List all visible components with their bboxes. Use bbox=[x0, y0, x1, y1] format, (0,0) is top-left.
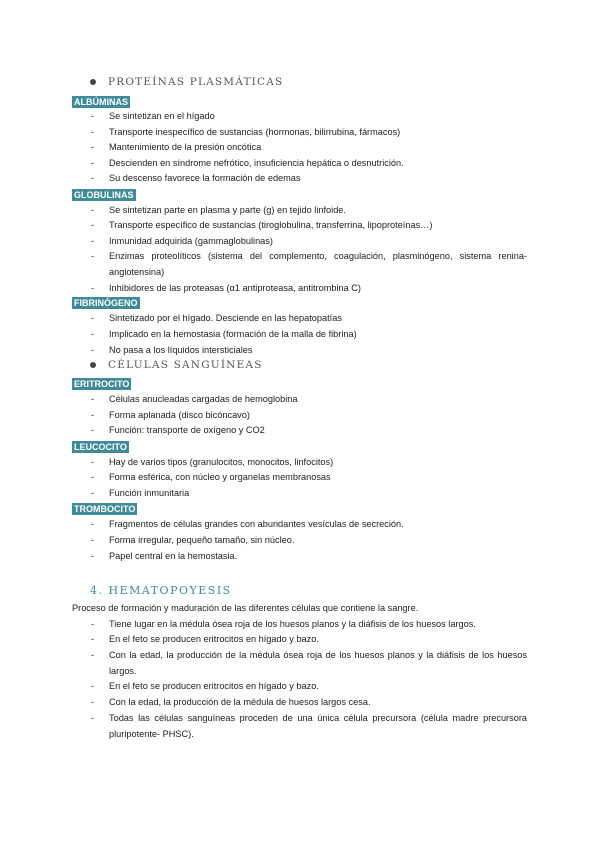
label-trombocito: TROMBOCITO bbox=[74, 504, 136, 514]
list-item: - Función inmunitaria bbox=[91, 488, 190, 498]
list-item: - Sintetizado por el hígado. Desciende en las hepatopatías bbox=[91, 313, 342, 323]
label-albuminas: ALBÚMINAS bbox=[74, 97, 128, 107]
bullet-dot-icon bbox=[90, 362, 96, 368]
list-item: - Células anucleadas cargadas de hemoglobina bbox=[91, 394, 298, 404]
list-item: - Transporte inespecífico de sustancias (hormonas, bilirrubina, fármacos) bbox=[91, 127, 401, 137]
bullet-dot-icon bbox=[90, 79, 96, 85]
section-title-hematopoyesis: 4. HEMATOPOYESIS bbox=[90, 584, 232, 597]
list-item: - Enzimas proteolíticos (sistema del complemento, coagulación, plasminógeno, sistema renina-angiotensina) bbox=[91, 251, 527, 277]
list-item: - Forma aplanada (disco bicóncavo) bbox=[91, 410, 250, 420]
list-item: - En el feto se producen eritrocitos en hígado y bazo. bbox=[91, 634, 319, 644]
label-fibrinogeno: FIBRINÓGENO bbox=[74, 298, 138, 308]
paragraph-intro: Proceso de formación y maduración de las diferentes células que contiene la sangre. bbox=[72, 603, 419, 613]
list-item: - Fragmentos de células grandes con abundantes vesículas de secreción. bbox=[91, 519, 404, 529]
heading-proteinas bbox=[90, 76, 283, 88]
label-leucocito: LEUCOCITO bbox=[74, 442, 127, 452]
list-item: - Descienden en síndrome nefrótico, insuficiencia hepática o desnutrición. bbox=[91, 158, 404, 168]
list-item: - Inmunidad adquirida (gammaglobulinas) bbox=[91, 236, 273, 246]
label-globulinas: GLOBULINAS bbox=[74, 190, 134, 200]
list-item: - Implicado en la hemostasia (formación de la malla de fibrina) bbox=[91, 329, 357, 339]
list-item: - Función: transporte de oxígeno y CO2 bbox=[91, 425, 265, 435]
list-item: - Hay de varios tipos (granulocitos, monocitos, linfocitos) bbox=[91, 457, 334, 467]
list-item: - Su descenso favorece la formación de edemas bbox=[91, 173, 301, 183]
heading-proteinas-text: PROTEÍNAS PLASMÁTICAS bbox=[108, 76, 284, 88]
heading-celulas bbox=[90, 359, 263, 371]
list-item: - Mantenimiento de la presión oncótica bbox=[91, 142, 262, 152]
list-item: - Forma esférica, con núcleo y organelas membranosas bbox=[91, 472, 331, 482]
list-item: - Inhibidores de las proteasas (α1 antiproteasa, antitrombina C) bbox=[91, 283, 361, 293]
list-item: - Papel central en la hemostasia. bbox=[91, 551, 238, 561]
list-item: - Con la edad, la producción de la médula ósea roja de los huesos planos y la diáfisis de los huesos largos. bbox=[91, 650, 527, 676]
list-item: - En el feto se producen eritrocitos en hígado y bazo. bbox=[91, 681, 319, 691]
list-item: - Con la edad, la producción de la médula de huesos largos cesa. bbox=[91, 697, 371, 707]
list-item: - Tiene lugar en la médula ósea roja de los huesos planos y la diáfisis de los huesos largos. bbox=[91, 619, 476, 629]
list-item: - Se sintetizan en el hígado bbox=[91, 111, 215, 121]
list-item: - Transporte específico de sustancias (tiroglobulina, transferrina, lipoproteínas…) bbox=[91, 220, 433, 230]
list-item: - Se sintetizan parte en plasma y parte (g) en tejido linfoide. bbox=[91, 205, 346, 215]
list-item: - Todas las células sanguíneas proceden de una única célula precursora (célula madre precursora pluripotente- PHSC). bbox=[91, 713, 527, 739]
heading-celulas-text: CÉLULAS SANGUÍNEAS bbox=[108, 359, 263, 371]
label-eritrocito: ERITROCITO bbox=[74, 379, 130, 389]
list-item: - No pasa a los líquidos intersticiales bbox=[91, 345, 253, 355]
list-item: - Forma irregular, pequeño tamaño, sin núcleo. bbox=[91, 535, 295, 545]
